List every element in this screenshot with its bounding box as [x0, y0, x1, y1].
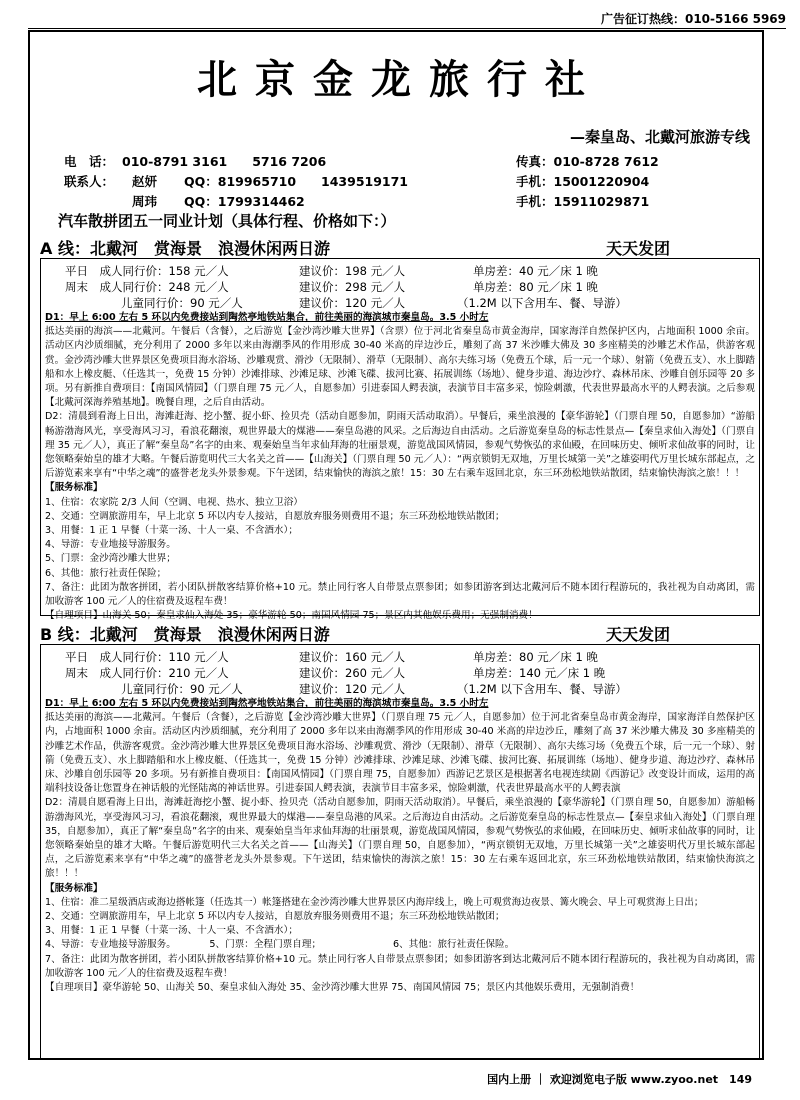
page-footer: 国内上册 ｜ 欢迎浏览电子版 www.zyoo.net 149	[487, 1073, 752, 1086]
route-b-box	[40, 644, 760, 1060]
price-weekday: 平日 成人同行价：158 元／人	[65, 264, 229, 278]
route-b-service-item: 3、用餐：1 正 1 早餐（十菜一汤、十人一桌、不含酒水）；	[45, 925, 298, 937]
company-title: 北京金龙旅行社	[197, 57, 603, 103]
person-1-name: 赵妍	[132, 174, 158, 189]
fax-value: 传真：010-8728 7612	[516, 154, 659, 169]
route-a-service-item: 6、其他：旅行社责任保险；	[45, 567, 167, 579]
route-a-box	[40, 258, 760, 622]
price-weekend: 周末 成人同行价：210 元／人	[65, 666, 229, 680]
contact-row-3	[64, 192, 764, 210]
person-2-mobile: 手机：15911029871	[516, 194, 650, 209]
contact-row-2	[64, 172, 764, 190]
price-weekend-suggest: 建议价：298 元／人	[299, 280, 406, 294]
route-a-service-item: 5、门票：金沙湾沙雕大世界；	[45, 553, 176, 565]
route-b-day2-body: D2：清晨自愿看海上日出，海滩赶海挖小蟹、捉小虾、捡贝壳（活动自愿参加，阴雨天活动取消）。早餐后，乘坐浪漫的【豪华游轮】（门票自理 50，自愿参加）游船畅游渤海风光，享受海风习习，看浪花翻滚，观世界最大的煤港——秦皇岛港的风采。之后海边自由活动。之后游览秦皇岛的标志性景点—【秦皇求仙入海处】（门票自理 35，自愿参加），真正了解“秦皇岛”名字的由来、观秦始皇当年求仙拜海的壮丽景观，游览战国风情园，参观气势恢弘的求仙殿，在回味历史、倾听求仙故事的同时，让您领略秦始皇的雄才大略。午餐后游览明代三大名关之首——【山海关】（门票自理 50，自愿参加），“两京锁钥无双地，万里长城第一关”之雄姿明代万里长城东部起点，之后游览素来享有“中华之魂”的盛誉老龙头外景参观。下午送团，结束愉快的海滨之旅！15：30 左右乘车返回北京，东三环劲松地铁站散团，结束愉快海滨之旅！！！	[45, 797, 755, 880]
route-a-service-head: 【服务标准】	[45, 482, 103, 494]
route-b-service-item: 4、导游：专业地接导游服务。 5、门票：全程门票自理； 6、其他：旅行社责任保险。	[45, 939, 515, 951]
route-a-service-item: 3、用餐：1 正 1 早餐（十菜一汤、十人一桌、不含酒水）；	[45, 525, 298, 537]
route-b-extra-items: 【自理项目】豪华游轮 50、山海关 50、秦皇求仙入海处 35、金沙湾沙雕大世界 75、南国风情园 75；景区内其他娱乐费用，无强制消费！	[45, 982, 640, 994]
price-weekday-single: 单房差：40 元／床 1 晚	[473, 264, 598, 278]
route-a-title	[40, 236, 760, 259]
person-1-mobile: 手机：15001220904	[516, 174, 650, 189]
route-b-service-item: 7、备注：此团为散客拼团，若小团队拼散客结算价格+10 元。禁止同行客人自带景点票参团；如参团游客到达北戴河后不随本团行程游玩的，我社视为自动离团，需加收游客 100 元／人的住宿费及返程车费！	[45, 953, 755, 979]
company-subtitle: —秦皇岛、北戴河旅游专线	[569, 128, 750, 146]
route-b-name: B 线：北戴河 赏海景 浪漫休闲两日游	[40, 625, 330, 644]
price-weekday-single: 单房差：80 元／床 1 晚	[473, 650, 598, 664]
route-a-service-item: 4、导游：专业地接导游服务。	[45, 539, 176, 551]
ad-hotline: 广告征订热线：010-5166 5969	[600, 12, 786, 26]
price-child-suggest: 建议价：120 元／人	[299, 682, 406, 696]
price-weekday-suggest: 建议价：198 元／人	[299, 264, 406, 278]
price-child: 儿童同行价：90 元／人	[121, 296, 243, 310]
route-a-day1-head: D1：早上 6:00 左右 5 环以内免费接站到陶然亭地铁站集合，前往美丽的海滨城市秦皇岛。3.5 小时左	[45, 312, 489, 323]
plan-title: 汽车散拼团五一同业计划（具体行程、价格如下：）	[58, 212, 396, 230]
route-b-itinerary	[45, 697, 755, 995]
route-b-day1-body: 抵达美丽的海滨——北戴河。午餐后（含餐），之后游览【金沙湾沙雕大世界】（门票自理 75 元／人，自愿参加）位于河北省秦皇岛市黄金海岸，国家海洋自然保护区内，占地面积 1000 余亩。活动区内沙质细腻，充分利用了 2000 多年以来由海潮季风的作用形成 30-40 米高的岸边沙丘，雕刻了高 37 米沙雕大佛及 30 多座精美的沙雕艺术作品，供游客观赏。金沙湾沙雕大世界景区免费项目海水浴场、沙雕观赏、滑沙（无限制）、滑草（无限制）、高尔夫练习场（免费五个球，后一元一个球）、射箭（免费五支）、水上脚踏船和水上橡皮艇、（任选其一，免费 15 分钟）沙滩排球、沙滩足球、沙滩飞碟、拔河比赛、拓展训练（场地）、健身步道、海边沙疗、森林吊床、沙雕自创乐园等 20 多项。另有新推自费项目：【南国风情园】（门票自理 75，自愿参加）西游记艺景区是根据著名电视连续剧《西游记》改变设计而成，运用的高端科技设备让您置身在神话般的光怪陆离的神话世界。引进泰国人鳄表演，表演节目丰富多采，惊险刺激，代表世界最高水平的人鳄表演	[45, 712, 755, 795]
route-a-service-item: 7、备注：此团为散客拼团，若小团队拼散客结算价格+10 元。禁止同行客人自带景点票参团；如参团游客到达北戴河后不随本团行程游玩的，我社视为自动离团，需加收游客 100 元／人的住宿费及返程车费！	[45, 581, 755, 608]
price-weekend-single: 单房差：80 元／床 1 晚	[473, 280, 598, 294]
tel-label: 电 话：	[64, 154, 115, 169]
tel-value: 010-8791 3161 5716 7206	[122, 154, 327, 169]
person-1-qq: QQ：819965710 1439519171	[184, 174, 409, 189]
route-b-service-item: 1、住宿：准二星级酒店或海边搭帐篷（任选其一）帐篷搭建在金沙湾沙雕大世界景区内海岸线上，晚上可观赏海边夜景、篝火晚会、早上可观赏海上日出；	[45, 896, 704, 908]
person-2-qq: QQ：1799314462	[184, 194, 305, 209]
route-a-name: A 线：北戴河 赏海景 浪漫休闲两日游	[40, 239, 330, 258]
route-a-itinerary	[45, 311, 755, 623]
price-child-suggest: 建议价：120 元／人	[299, 296, 406, 310]
route-b-title	[40, 622, 760, 645]
price-weekday-suggest: 建议价：160 元／人	[299, 650, 406, 664]
route-a-daily: 天天发团	[605, 239, 670, 258]
price-weekend-suggest: 建议价：260 元／人	[299, 666, 406, 680]
route-a-day1-body: 抵达美丽的海滨——北戴河。午餐后（含餐），之后游览【金沙湾沙雕大世界】（含票）位于河北省秦皇岛市黄金海岸，国家海洋自然保护区内，占地面积 1000 余亩。活动区内沙质细腻，充分利用了 2000 多年以来由海潮季风的作用形成 30-40 米高的岸边沙丘，雕刻了高 37 米沙雕大佛及 30 多座精美的沙雕艺术作品，供游客观赏。金沙湾沙雕大世界景区免费项目海水浴场、沙雕观赏、滑沙（无限制）、滑草（无限制）、高尔夫练习场（免费五个球，后一元一个球）、射箭（免费五支）、水上脚踏船和水上橡皮艇、（任选其一，免费 15 分钟）沙滩排球、沙滩足球、沙滩飞碟、拔河比赛、拓展训练（场地）、健身步道、海边沙疗、森林吊床、沙雕自创乐园等 20 多项。另有新推自费项目：【南国风情园】（门票自理 75 元／人，自愿参加）引进泰国人鳄表演，表演节目丰富多采，惊险刺激，代表世界最高水平的人鳄表演。之后参观【北戴河深海养殖基地】。晚餐自理，之后自由活动。	[45, 326, 755, 409]
contact-row-1	[64, 152, 764, 170]
price-weekend: 周末 成人同行价：248 元／人	[65, 280, 229, 294]
person-2-name: 周玮	[132, 194, 158, 209]
route-a-service-item: 2、交通：空调旅游用车，早上北京 5 环以内专人接站，自愿放弃服务则费用不退；东三环劲松地铁站散团；	[45, 510, 505, 522]
route-b-service-item: 2、交通：空调旅游用车，早上北京 5 环以内专人接站，自愿放弃服务则费用不退；东三环劲松地铁站散团；	[45, 911, 505, 923]
hotline-rule	[28, 28, 786, 29]
price-child: 儿童同行价：90 元／人	[121, 682, 243, 696]
route-a-day2-body: D2：清晨到看海上日出，海滩赶海、挖小蟹、捉小虾、捡贝壳（活动自愿参加，阴雨天活动取消）。早餐后，乘坐浪漫的【豪华游轮】（门票自理 50，自愿参加）“游船畅游渤海风光，享受海风习习，看浪花翻滚，观世界最大的煤港——秦皇岛港的风采。之后海边自由活动。之后游览秦皇岛的标志性景点—【秦皇求仙入海处】（门票自理 35 元／人），真正了解“秦皇岛”名字的由来、观秦始皇当年求仙拜海的壮丽景观，游览战国风情园，参观气势恢弘的求仙殿，在回味历史、倾听求仙故事的同时，让您领略秦始皇的雄才大略。午餐后游览明代三大名关之首——【山海关】（门票自理 50 元／人）：“两京锁钥无双地，万里长城第一关”之雄姿明代万里长城东部起点，之后游览素来享有“中华之魂”的盛誉老龙头外景参观。下午送团，结束愉快的海滨之旅！15：30 左右乘车返回北京，东三环劲松地铁站散团，结束愉快海滨之旅！！！	[45, 411, 755, 480]
route-b-day1-head: D1：早上 6:00 左右 5 环以内免费接站到陶然亭地铁站集合，前往美丽的海滨城市秦皇岛。3.5 小时左	[45, 698, 489, 709]
route-b-daily: 天天发团	[605, 625, 670, 644]
route-a-extra-items: 【自理项目】山海关 50；秦皇求仙入海处 35；豪华游轮 50；南国风情园 75；景区内其他娱乐费用；无强制消费！	[45, 610, 538, 622]
route-a-service-item: 1、住宿：农家院 2/3 人间（空调、电视、热水、独立卫浴）	[45, 496, 303, 508]
route-b-service-head: 【服务标准】	[45, 882, 103, 894]
price-child-note: （1.2M 以下含用车、餐、导游）	[457, 682, 627, 696]
person-label: 联系人：	[64, 174, 115, 189]
price-weekday: 平日 成人同行价：110 元／人	[65, 650, 229, 664]
price-child-note: （1.2M 以下含用车、餐、导游）	[457, 296, 627, 310]
price-weekend-single: 单房差：140 元／床 1 晚	[473, 666, 606, 680]
